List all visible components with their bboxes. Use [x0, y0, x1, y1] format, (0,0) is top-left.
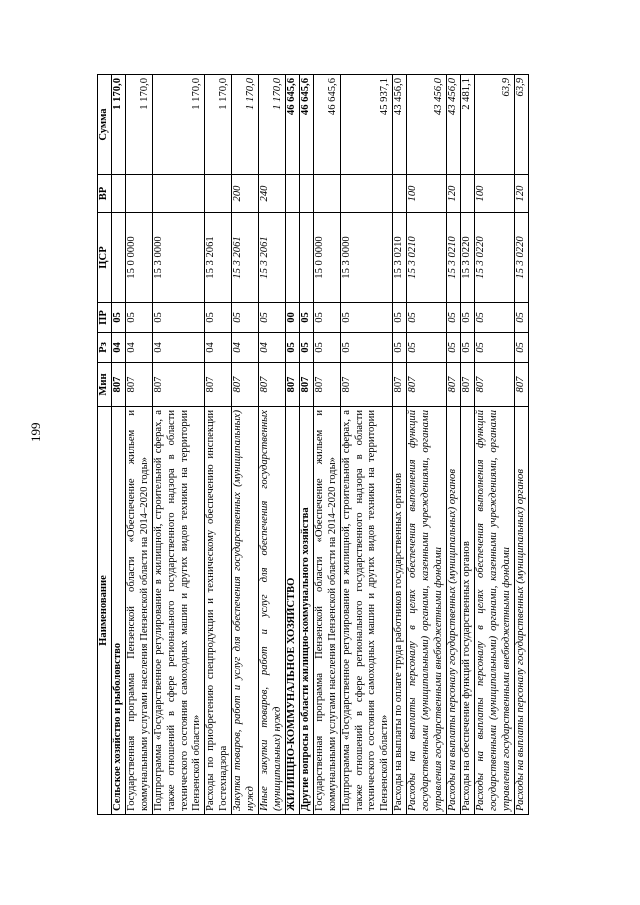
- cell-csr: 15 3 0000: [340, 213, 393, 303]
- cell-min: 807: [205, 363, 232, 407]
- table-row: [232, 75, 259, 815]
- cell-vr: [460, 175, 474, 213]
- table-row: [460, 75, 474, 815]
- cell-min: 807: [460, 363, 474, 407]
- cell-rz: 04: [152, 333, 205, 363]
- cell-name: Подпрограмма «Государственное регулирование в жилищной, строительной сферах, а также отношений в сфере регионального государственного надзора в области технического состояния самоходных машин и других видов техники на территории Пензенской области»: [340, 407, 393, 815]
- cell-min: 807: [125, 363, 152, 407]
- cell-name: Расходы на выплаты персоналу государственных (муниципальных) органов: [446, 407, 460, 815]
- cell-vr: 120: [514, 175, 528, 213]
- cell-vr: 200: [232, 175, 259, 213]
- cell-rz: 05: [313, 333, 340, 363]
- table-row: [340, 75, 393, 815]
- header-rz: Рз: [98, 333, 112, 363]
- cell-csr: 15 3 0210: [407, 213, 447, 303]
- cell-rz: 05: [474, 333, 514, 363]
- cell-pr: 05: [313, 303, 340, 333]
- table-row: [407, 75, 447, 815]
- table-row: [285, 75, 299, 815]
- cell-sum: 2 481,1: [460, 75, 474, 175]
- cell-min: 807: [313, 363, 340, 407]
- cell-rz: 05: [460, 333, 474, 363]
- page-number: 199: [28, 422, 43, 442]
- table-row: [259, 75, 286, 815]
- cell-name: ЖИЛИЩНО-КОММУНАЛЬНОЕ ХОЗЯЙСТВО: [285, 407, 299, 815]
- budget-table: [97, 74, 529, 815]
- cell-sum: 1 170,0: [205, 75, 232, 175]
- header-csr: ЦСР: [98, 213, 112, 303]
- cell-min: 807: [446, 363, 460, 407]
- header-name: Наименование: [98, 407, 112, 815]
- cell-sum: 1 170,0: [232, 75, 259, 175]
- cell-sum: 46 645,6: [285, 75, 299, 175]
- table-row: [313, 75, 340, 815]
- cell-sum: 63,9: [514, 75, 528, 175]
- budget-table-container: [97, 75, 529, 815]
- cell-vr: [340, 175, 393, 213]
- table-row: [299, 75, 313, 815]
- cell-csr: 15 3 0220: [514, 213, 528, 303]
- cell-rz: 04: [205, 333, 232, 363]
- cell-vr: [111, 175, 125, 213]
- cell-min: 807: [514, 363, 528, 407]
- cell-sum: 1 170,0: [259, 75, 286, 175]
- table-row: [393, 75, 407, 815]
- cell-sum: 43 456,0: [393, 75, 407, 175]
- cell-sum: 63,9: [474, 75, 514, 175]
- table-row: [205, 75, 232, 815]
- cell-sum: 1 170,0: [125, 75, 152, 175]
- cell-pr: 05: [340, 303, 393, 333]
- cell-rz: 04: [259, 333, 286, 363]
- cell-csr: [111, 213, 125, 303]
- cell-sum: 43 456,0: [446, 75, 460, 175]
- cell-csr: 15 3 0220: [460, 213, 474, 303]
- cell-csr: 15 0 0000: [125, 213, 152, 303]
- table-row: [152, 75, 205, 815]
- cell-sum: 1 170,0: [152, 75, 205, 175]
- cell-name: Расходы на выплаты персоналу государственных (муниципальных) органов: [514, 407, 528, 815]
- cell-rz: 05: [514, 333, 528, 363]
- cell-pr: 05: [299, 303, 313, 333]
- table-row: [125, 75, 152, 815]
- cell-name: Сельское хозяйство и рыболовство: [111, 407, 125, 815]
- cell-vr: 240: [259, 175, 286, 213]
- cell-name: Расходы по приобретению спецпродукции и техническому обеспечению инспекции Гостехнадзора: [205, 407, 232, 815]
- table-row: [111, 75, 125, 815]
- table-body: [111, 75, 528, 815]
- cell-csr: [299, 213, 313, 303]
- cell-name: Государственная программа Пензенской области «Обеспечение жильем и коммунальными услугами населения Пензенской области на 2014–2020 годы»: [313, 407, 340, 815]
- header-sum: Сумма: [98, 75, 112, 175]
- cell-csr: 15 3 0220: [474, 213, 514, 303]
- cell-sum: 46 645,6: [313, 75, 340, 175]
- cell-name: Подпрограмма «Государственное регулирование в жилищной, строительной сферах, а также отношений в сфере регионального государственного надзора в области технического состояния самоходных машин и других видов техники на территории Пензенской области»: [152, 407, 205, 815]
- cell-rz: 05: [299, 333, 313, 363]
- cell-vr: [313, 175, 340, 213]
- cell-vr: [393, 175, 407, 213]
- cell-vr: [125, 175, 152, 213]
- table-row: [446, 75, 460, 815]
- table-header-row: [98, 75, 112, 815]
- cell-vr: [299, 175, 313, 213]
- cell-name: Расходы на выплаты персоналу в целях обеспечения выполнения функций государственными (муниципальными) органами, казенными учреждениями, органами управления государственными внебюджетными фондами: [474, 407, 514, 815]
- header-min: Мин: [98, 363, 112, 407]
- cell-pr: 05: [393, 303, 407, 333]
- cell-min: 807: [340, 363, 393, 407]
- cell-min: 807: [259, 363, 286, 407]
- cell-pr: 05: [259, 303, 286, 333]
- cell-name: Расходы на выплаты персоналу в целях обеспечения выполнения функций государственными (муниципальными) органами, казенными учреждениями, органами управления государственными внебюджетными фондами: [407, 407, 447, 815]
- cell-min: 807: [232, 363, 259, 407]
- cell-rz: 05: [407, 333, 447, 363]
- cell-pr: 05: [125, 303, 152, 333]
- cell-pr: 05: [152, 303, 205, 333]
- cell-sum: 45 937,1: [340, 75, 393, 175]
- cell-rz: 04: [125, 333, 152, 363]
- cell-sum: 43 456,0: [407, 75, 447, 175]
- cell-csr: 15 3 0210: [446, 213, 460, 303]
- table-row: [514, 75, 528, 815]
- cell-min: 807: [474, 363, 514, 407]
- cell-min: 807: [407, 363, 447, 407]
- cell-name: Государственная программа Пензенской области «Обеспечение жильем и коммунальными услугами населения Пензенской области на 2014–2020 годы»: [125, 407, 152, 815]
- cell-rz: 05: [285, 333, 299, 363]
- cell-name: Расходы на обеспечение функций государственных органов: [460, 407, 474, 815]
- cell-min: 807: [111, 363, 125, 407]
- cell-csr: 15 3 0000: [152, 213, 205, 303]
- cell-sum: 46 645,6: [299, 75, 313, 175]
- cell-pr: 05: [514, 303, 528, 333]
- cell-pr: 00: [285, 303, 299, 333]
- cell-vr: [285, 175, 299, 213]
- cell-min: 807: [393, 363, 407, 407]
- cell-pr: 05: [232, 303, 259, 333]
- cell-csr: [285, 213, 299, 303]
- cell-pr: 05: [446, 303, 460, 333]
- table-row: [474, 75, 514, 815]
- cell-rz: 04: [232, 333, 259, 363]
- cell-pr: 05: [474, 303, 514, 333]
- cell-csr: 15 3 0210: [393, 213, 407, 303]
- cell-vr: 100: [407, 175, 447, 213]
- cell-pr: 05: [460, 303, 474, 333]
- cell-min: 807: [299, 363, 313, 407]
- cell-min: 807: [152, 363, 205, 407]
- cell-name: Иные закупки товаров, работ и услуг для обеспечения государственных (муниципальных) нужд: [259, 407, 286, 815]
- cell-rz: 05: [446, 333, 460, 363]
- cell-rz: 05: [340, 333, 393, 363]
- cell-vr: 100: [474, 175, 514, 213]
- cell-sum: 1 170,0: [111, 75, 125, 175]
- cell-rz: 05: [393, 333, 407, 363]
- cell-csr: 15 0 0000: [313, 213, 340, 303]
- cell-vr: [205, 175, 232, 213]
- cell-vr: [152, 175, 205, 213]
- cell-csr: 15 3 2061: [205, 213, 232, 303]
- cell-csr: 15 3 2061: [232, 213, 259, 303]
- cell-name: Закупка товаров, работ и услуг для обеспечения государственных (муниципальных) нужд: [232, 407, 259, 815]
- header-pr: ПР: [98, 303, 112, 333]
- cell-pr: 05: [205, 303, 232, 333]
- cell-rz: 04: [111, 333, 125, 363]
- cell-name: Расходы на выплаты по оплате труда работников государственных органов: [393, 407, 407, 815]
- cell-csr: 15 3 2061: [259, 213, 286, 303]
- cell-name: Другие вопросы в области жилищно-коммунального хозяйства: [299, 407, 313, 815]
- header-vr: ВР: [98, 175, 112, 213]
- cell-vr: 120: [446, 175, 460, 213]
- cell-pr: 05: [111, 303, 125, 333]
- cell-min: 807: [285, 363, 299, 407]
- cell-pr: 05: [407, 303, 447, 333]
